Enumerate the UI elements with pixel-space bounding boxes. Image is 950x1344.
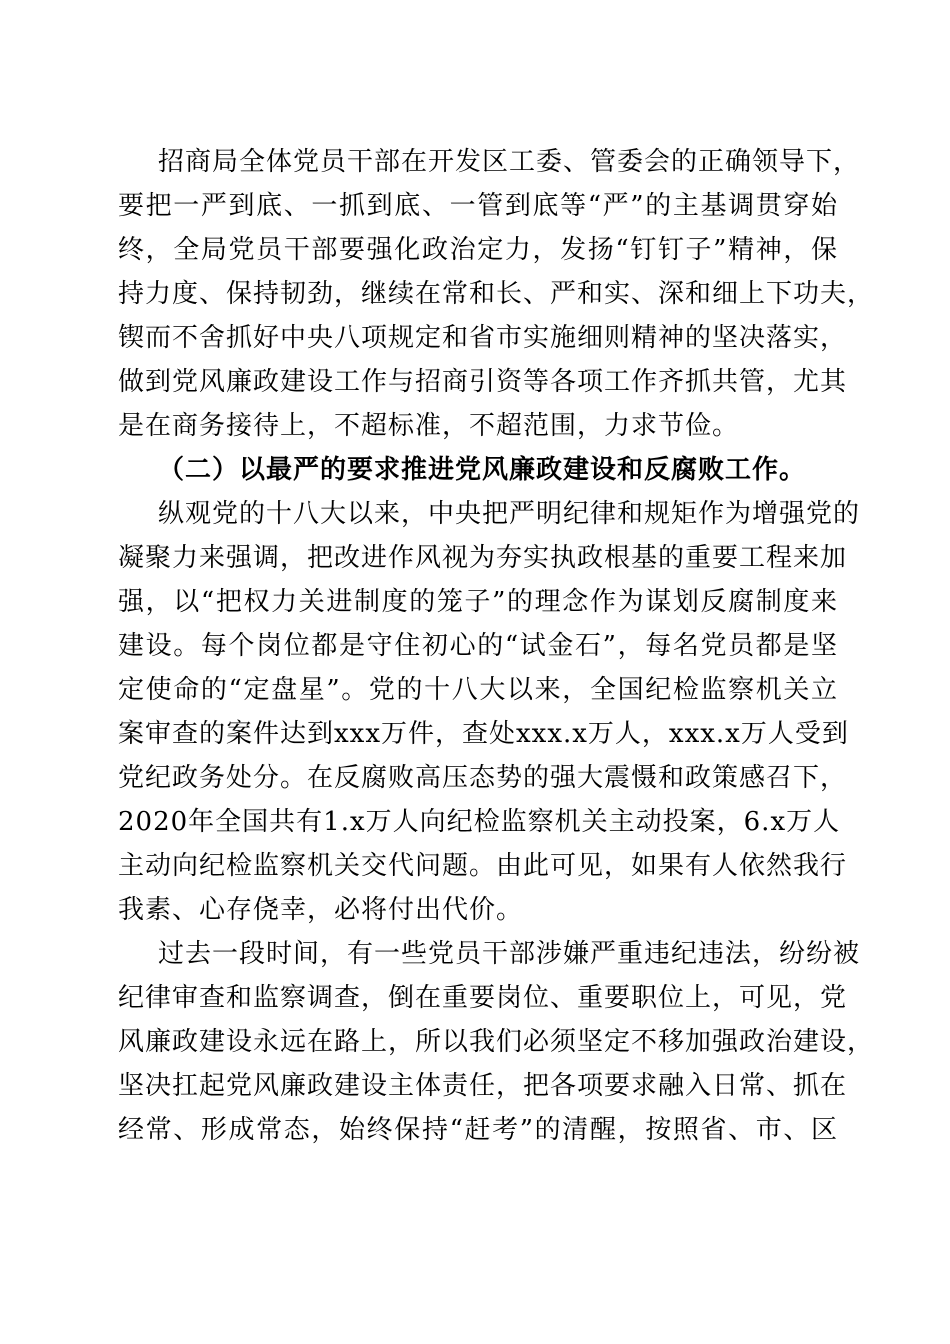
text-line: 持力度、保持韧劲，继续在常和长、严和实、深和细上下功夫， [118,279,875,309]
text-line: 主动向纪检监察机关交代问题。由此可见，如果有人依然我行 [118,851,848,881]
text-line: 凝聚力来强调，把改进作风视为夯实执政根基的重要工程来加 [118,543,848,573]
text-line: 建设。每个岗位都是守住初心的“试金石”，每名党员都是坚 [118,631,838,661]
text-line: 做到党风廉政建设工作与招商引资等各项工作齐抓共管，尤其 [118,367,848,397]
text-line: 锲而不舍抓好中央八项规定和省市实施细则精神的坚决落实， [118,323,848,353]
text-line: 过去一段时间，有一些党员干部涉嫌严重违纪违法，纷纷被 [158,939,861,969]
text-line: 风廉政建设永远在路上，所以我们必须坚定不移加强政治建设， [118,1027,875,1057]
text-line: 党纪政务处分。在反腐败高压态势的强大震慑和政策感召下， [118,763,848,793]
text-line: 坚决扛起党风廉政建设主体责任，把各项要求融入日常、抓在 [118,1071,848,1101]
text-line: 要把一严到底、一抓到底、一管到底等“严”的主基调贯穿始 [118,191,838,221]
text-line: 案审查的案件达到xxx万件，查处xxx.x万人，xxx.x万人受到 [118,719,849,749]
text-line: 经常、形成常态，始终保持“赶考”的清醒，按照省、市、区 [118,1115,838,1145]
paragraph [118,140,875,448]
text-line: 纪律审查和监察调查，倒在重要岗位、重要职位上，可见，党 [118,983,848,1013]
paragraph [118,932,875,1152]
text-line: 强，以“把权力关进制度的笼子”的理念作为谋划反腐制度来 [118,587,838,617]
text-line: 我素、心存侥幸，必将付出代价。 [118,895,524,925]
document-body [118,140,875,1152]
text-line: 是在商务接待上，不超标准，不超范围，力求节俭。 [118,411,740,441]
text-line: 终，全局党员干部要强化政治定力，发扬“钉钉子”精神，保 [118,235,838,265]
paragraph [118,492,861,932]
text-line: 招商局全体党员干部在开发区工委、管委会的正确领导下， [158,147,861,177]
section-heading: （二）以最严的要求推进党风廉政建设和反腐败工作。 [158,455,807,485]
text-line: 2020年全国共有1.x万人向纪检监察机关主动投案，6.x万人 [118,807,841,837]
text-line: 纵观党的十八大以来，中央把严明纪律和规矩作为增强党的 [158,499,861,529]
text-line: 定使命的“定盘星”。党的十八大以来，全国纪检监察机关立 [118,675,838,705]
